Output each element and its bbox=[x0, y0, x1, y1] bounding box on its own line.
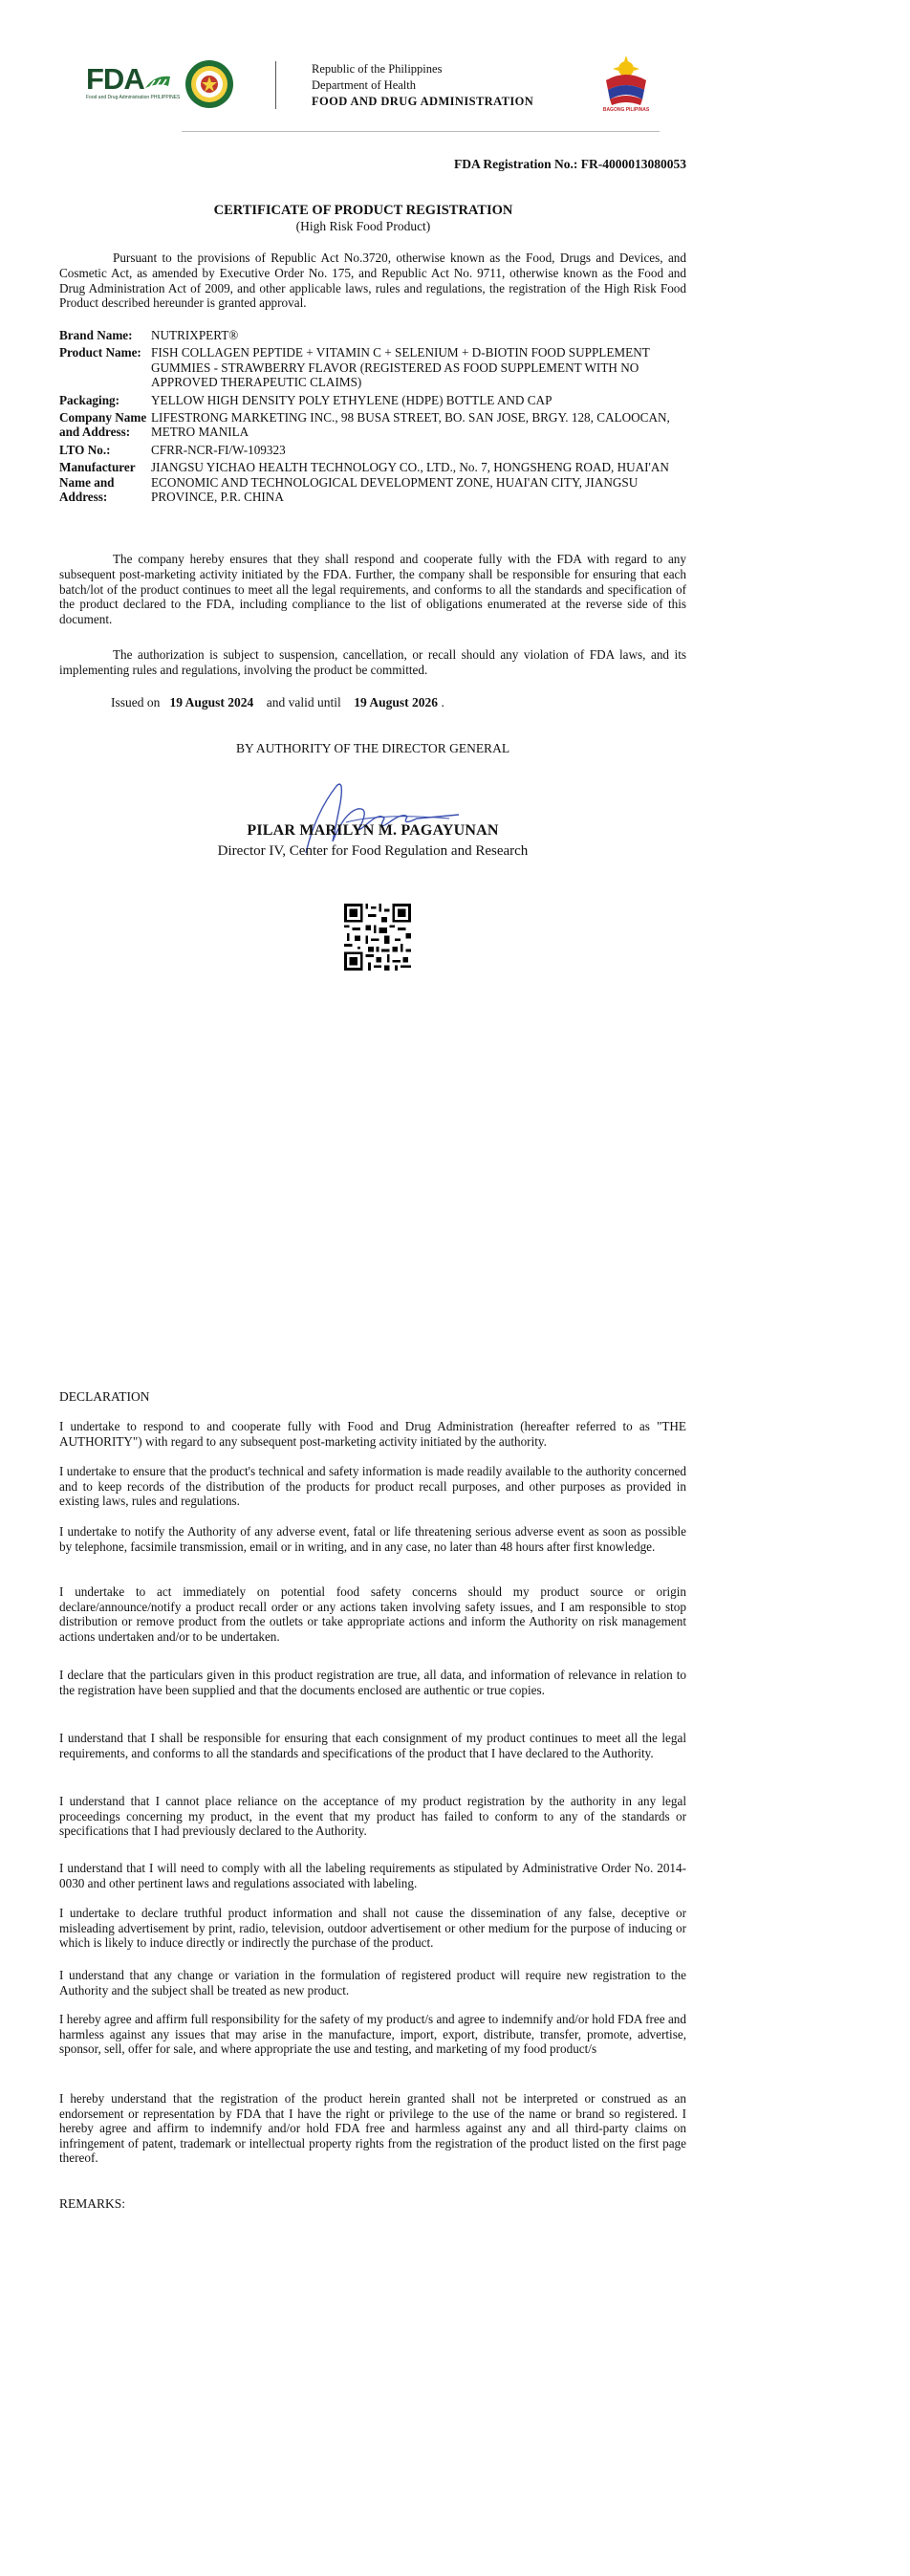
detail-row-brand bbox=[59, 328, 690, 345]
signer-title: Director IV, Center for Food Regulation and Research bbox=[217, 843, 529, 859]
declaration-item: I undertake to act immediately on potential food safety concerns should my product source or origin declare/announce/notify a product recall order or any actions taken involving safety issues, and I am responsible to stop distribution or remove product from the outlets or take appropriate actions and inform the Authority on risk management actions undertaken and/or to be undertaken. bbox=[59, 1584, 686, 1644]
authorization-paragraph: The authorization is subject to suspension, cancellation, or recall should any violation of FDA laws, and its implementing rules and regulations, involving the product be committed. bbox=[59, 647, 686, 677]
company-label: Company Name and Address: bbox=[59, 410, 147, 440]
manufacturer-label: Manufacturer Name and Address: bbox=[59, 460, 136, 505]
detail-row-product bbox=[59, 345, 690, 392]
validity-line bbox=[111, 695, 444, 710]
issued-prefix: Issued on bbox=[111, 695, 161, 709]
declaration-item: I understand that I will need to comply with all the labeling requirements as stipulated by Administrative Order No. 2014-0030 and other pertinent laws and regulations associated with labeling. bbox=[59, 1861, 686, 1890]
fda-swoosh-icon bbox=[143, 73, 172, 90]
valid-suffix: . bbox=[441, 695, 444, 709]
declaration-item: I declare that the particulars given in this product registration are true, all data, and information of relevance in relation to the registration have been supplied and that the documents enclosed are authentic or true copies. bbox=[59, 1668, 686, 1697]
declaration-item: I undertake to ensure that the product's technical and safety information is made readily available to the authority concerned and to keep records of the distribution of the products for product recall purposes, and other purposes as provided in existing laws, rules and regulations. bbox=[59, 1464, 686, 1509]
declaration-item: I hereby understand that the registration of the product herein granted shall not be interpreted or construed as an endorsement or representation by FDA that I have the right or privilege to the use of the name or brand so registered. I hereby agree and affirm to indemnify and/or hold FDA free and harmless against any and all third-party claims on infringement of patent, trademark or intellectual property rights from the registration of the product listed on the first page thereof. bbox=[59, 2091, 686, 2166]
declaration-item: I undertake to respond to and cooperate fully with Food and Drug Administration (hereafter referred to as "THE AUTHORITY") with regard to any subsequent post-marketing activity initiated by the authority. bbox=[59, 1419, 686, 1449]
agency-line-1: Republic of the Philippines bbox=[312, 62, 443, 76]
product-value: FISH COLLAGEN PEPTIDE + VITAMIN C + SELENIUM + D-BIOTIN FOOD SUPPLEMENT GUMMIES - STRAWBERRY FLAVOR (REGISTERED AS FOOD SUPPLEMENT WITH NO APPROVED THERAPEUTIC CLAIMS) bbox=[151, 345, 650, 390]
agency-line-2: Department of Health bbox=[312, 78, 416, 92]
issue-date: 19 August 2024 bbox=[169, 695, 254, 709]
declaration-item: I undertake to declare truthful product information and shall not cause the dissemination of any false, deceptive or misleading advertisement by print, radio, television, outdoor advertisement or other medium for the purpose of inducing or which is likely to induce directly or indirectly the purchase of the product. bbox=[59, 1906, 686, 1951]
detail-row-manufacturer bbox=[59, 460, 690, 507]
packaging-label: Packaging: bbox=[59, 392, 120, 407]
fda-logo bbox=[86, 62, 181, 105]
certificate-subtitle: (High Risk Food Product) bbox=[295, 219, 431, 233]
letterhead bbox=[86, 55, 669, 113]
detail-row-packaging bbox=[59, 393, 690, 410]
bagong-pilipinas-icon bbox=[596, 52, 656, 109]
product-details-table bbox=[59, 328, 690, 507]
valid-date: 19 August 2026 bbox=[354, 695, 439, 709]
declaration-item: I hereby agree and affirm full responsibility for the safety of my product/s and agree to indemnify and/or hold FDA free and harmless against any issues that may arise in the manufacture, import, export, distribute, transfer, promote, advertise, sponsor, sell, offer for sale, and where appropriate the use and testing, and marketing of my food product/s bbox=[59, 2012, 686, 2057]
registration-number: FDA Registration No.: FR-4000013080053 bbox=[454, 157, 686, 171]
fda-logo-tagline: Food and Drug Administration PHILIPPINES bbox=[86, 95, 181, 100]
doh-seal-icon bbox=[184, 59, 234, 109]
declaration-item: I understand that I cannot place reliance on the acceptance of my product registration by the authority in any legal proceedings concerning my product, in the event that my product has failed to conform to any of the standards or specifications that I had previously declared to the Authority. bbox=[59, 1794, 686, 1839]
company-value: LIFESTRONG MARKETING INC., 98 BUSA STREET, BO. SAN JOSE, BRGY. 128, CALOOCAN, METRO MANILA bbox=[151, 410, 670, 440]
lto-label: LTO No.: bbox=[59, 442, 111, 457]
signer-name: PILAR MARILYN M. PAGAYUNAN bbox=[247, 822, 499, 839]
bagong-pilipinas-logo bbox=[596, 52, 656, 115]
manufacturer-value: JIANGSU YICHAO HEALTH TECHNOLOGY CO., LTD., No. 7, HONGSHENG ROAD, HUAI'AN ECONOMIC AND TECHNOLOGICAL DEVELOPMENT ZONE, HUAI'AN CITY, JIANGSU PROVINCE, P.R. CHINA bbox=[151, 460, 669, 505]
brand-value: NUTRIXPERT® bbox=[151, 328, 239, 342]
brand-label: Brand Name: bbox=[59, 328, 133, 342]
remarks-label: REMARKS: bbox=[59, 2196, 126, 2211]
detail-row-company bbox=[59, 410, 690, 443]
declaration-item: I understand that any change or variation in the formulation of registered product will require new registration to the Authority and the subject shall be treated as new product. bbox=[59, 1968, 686, 1997]
product-label: Product Name: bbox=[59, 345, 141, 360]
packaging-value: YELLOW HIGH DENSITY POLY ETHYLENE (HDPE) BOTTLE AND CAP bbox=[151, 392, 552, 407]
header-divider bbox=[275, 61, 276, 109]
detail-row-lto bbox=[59, 443, 690, 460]
obligation-paragraph: The company hereby ensures that they shall respond and cooperate fully with the FDA with regard to any subsequent post-marketing activity initiated by the FDA. Further, the company shall be responsible for ensuring that each batch/lot of the product continues to meet all the legal requirements, and conforms to all the standards and specification of the product declared to the FDA, including compliance to the list of obligations enumerated at the reverse side of this document. bbox=[59, 552, 686, 627]
agency-line-3: FOOD AND DRUG ADMINISTRATION bbox=[312, 95, 534, 108]
qr-code-icon bbox=[344, 904, 411, 971]
valid-middle: and valid until bbox=[266, 695, 341, 709]
intro-paragraph: Pursuant to the provisions of Republic Act No.3720, otherwise known as the Food, Drugs and Devices, and Cosmetic Act, as amended by Executive Order No. 175, and Republic Act No. 9711, otherwise known as the Food and Drug Administration Act of 2009, and other applicable laws, rules and regulations, the registration of the High Risk Food Product described hereunder is granted approval. bbox=[59, 251, 686, 311]
fda-logo-letters: FDA bbox=[86, 62, 144, 96]
header-rule bbox=[182, 131, 660, 132]
bagong-pilipinas-text: BAGONG PILIPINAS bbox=[602, 107, 650, 113]
certificate-title: CERTIFICATE OF PRODUCT REGISTRATION bbox=[213, 203, 513, 218]
declaration-item: I understand that I shall be responsible for ensuring that each consignment of my product continues to meet all the legal requirements, and conforms to all the standards and specifications of the product that I have declared to the Authority. bbox=[59, 1731, 686, 1760]
authority-line: BY AUTHORITY OF THE DIRECTOR GENERAL bbox=[235, 741, 510, 755]
lto-value: CFRR-NCR-FI/W-109323 bbox=[151, 442, 286, 457]
declaration-heading: DECLARATION bbox=[59, 1389, 150, 1404]
declaration-item: I undertake to notify the Authority of any adverse event, fatal or life threatening serious adverse event as soon as possible by telephone, facsimile transmission, email or in writing, and in any case, no later than 48 hours after first knowledge. bbox=[59, 1524, 686, 1554]
agency-block bbox=[312, 61, 533, 110]
